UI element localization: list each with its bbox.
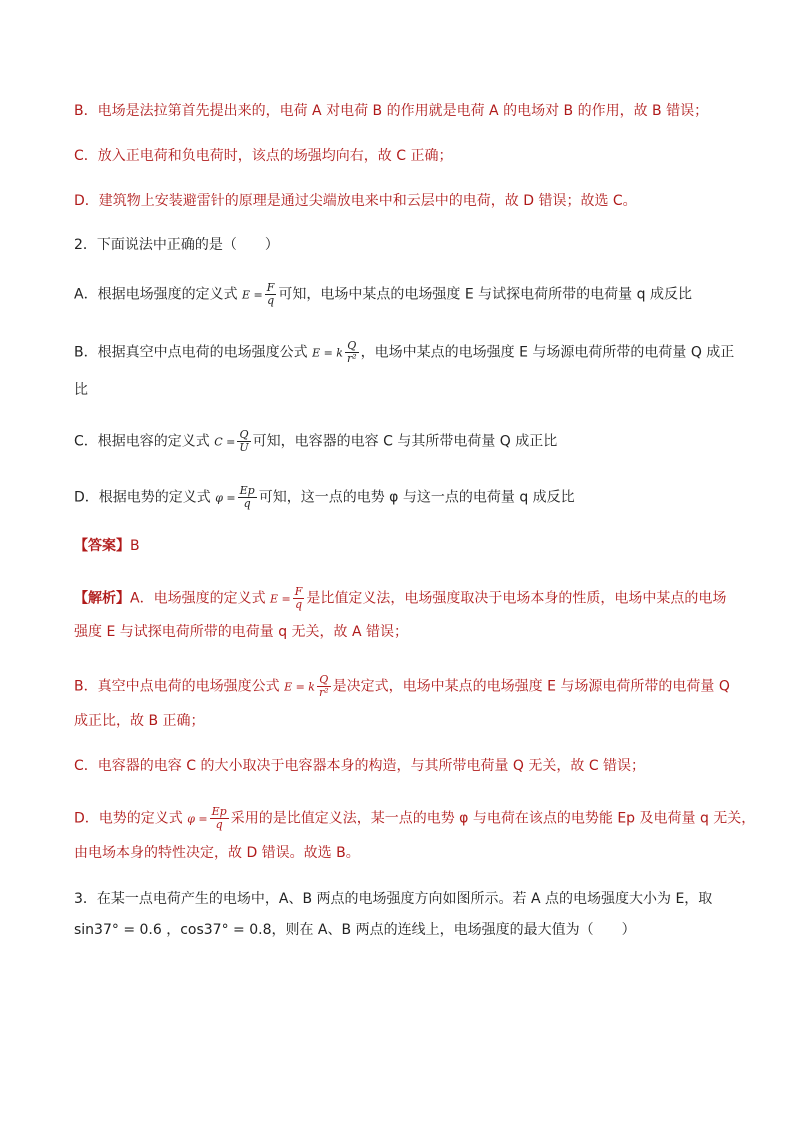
question-2-option-d (74, 485, 728, 510)
denominator: q (295, 598, 303, 611)
numerator: F (294, 585, 303, 598)
question-2-option-b (74, 339, 735, 365)
explanation-b-text: B．真空中点电荷的电场强度公式 (74, 678, 280, 695)
explanation-a-text: A．电场强度的定义式 (130, 590, 266, 607)
explanation-d-text: D．电势的定义式 (74, 810, 183, 827)
answer-line (74, 536, 728, 556)
formula-e-eq-k: E = k (284, 680, 315, 694)
formula-e-eq-k: E = k (312, 346, 343, 360)
explanation-tag: 【解析】 (74, 590, 130, 607)
option-d-explanation: D．建筑物上安装避雷针的原理是通过尖端放电来中和云层中的电荷，故 D 错误；故选 C。 (74, 193, 637, 209)
option-a-text-tail: 可知，电场中某点的电场强度 E 与试探电荷所带的电荷量 q 成反比 (278, 286, 692, 303)
explanation-d-text-tail: 采用的是比值定义法，某一点的电势 φ 与电荷在该点的电势能 Ep 及电荷量 q 无关， (230, 810, 756, 827)
answer-value: B (130, 538, 140, 554)
fraction-f-over-q (265, 282, 277, 307)
explanation-b (74, 674, 728, 699)
option-b-explanation: B．电场是法拉第首先提出来的，电荷 A 对电荷 B 的作用就是电荷 A 的电场对 B 的作用，故 B 错误； (74, 103, 709, 119)
numerator: Q (237, 429, 250, 442)
option-d-text-tail: 可知，这一点的电势 φ 与这一点的电荷量 q 成反比 (258, 489, 575, 506)
fraction-q-over-u (237, 429, 250, 454)
question-3-stem-wrap: sin37° = 0.6 ，cos37° = 0.8，则在 A、B 两点的连线上，电场强度的最大值为（ ） (74, 922, 636, 938)
question-2-option-a (74, 282, 728, 307)
denominator: q (215, 818, 223, 831)
fraction-q-over-r2 (345, 340, 359, 365)
denominator: q (267, 294, 275, 307)
fraction-q-over-r2 (317, 674, 331, 699)
explanation-d-wrap: 由电场本身的特性决定，故 D 错误。故选 B。 (74, 845, 360, 861)
question-2-option-b-wrap: 比 (74, 382, 88, 398)
formula-phi-eq: φ = (187, 812, 208, 826)
fraction-ep-over-q (210, 806, 229, 831)
numerator: Ep (239, 484, 255, 497)
option-b-text-tail: ，电场中某点的电场强度 E 与场源电荷所带的电荷量 Q 成正 (360, 344, 735, 361)
numerator: Q (317, 674, 331, 687)
explanation-a (74, 586, 728, 611)
question-3-stem: 3．在某一点电荷产生的电场中，A、B 两点的电场强度方向如图所示。若 A 点的电场强度大小为 E，取 (74, 891, 713, 907)
option-d-text: D．根据电势的定义式 (74, 489, 211, 506)
explanation-a-text-tail: 是比值定义法，电场强度取决于电场本身的性质，电场中某点的电场 (306, 590, 727, 607)
formula-e-eq: E = (270, 592, 291, 606)
answer-tag: 【答案】 (74, 538, 130, 554)
denominator: U (239, 441, 249, 454)
numerator: F (266, 281, 275, 294)
explanation-d (74, 805, 756, 831)
formula-phi-eq: φ = (215, 491, 236, 505)
option-a-text: A．根据电场强度的定义式 (74, 286, 238, 303)
numerator: Q (345, 340, 359, 353)
option-c-text: C．根据电容的定义式 (74, 433, 210, 450)
option-b-text: B．根据真空中点电荷的电场强度公式 (74, 344, 308, 361)
option-c-text-tail: 可知，电容器的电容 C 与其所带电荷量 Q 成正比 (252, 433, 558, 450)
fraction-f-over-q (293, 586, 305, 611)
question-2-option-c (74, 429, 728, 454)
denominator: r² (318, 686, 329, 699)
explanation-b-text-tail: 是决定式，电场中某点的电场强度 E 与场源电荷所带的电荷量 Q (332, 678, 730, 695)
explanation-b-wrap: 成正比，故 B 正确； (74, 713, 205, 729)
formula-e-eq: E = (242, 288, 263, 302)
explanation-a-wrap: 强度 E 与试探电荷所带的电荷量 q 无关，故 A 错误； (74, 624, 409, 640)
numerator: Ep (211, 805, 227, 818)
option-c-explanation: C．放入正电荷和负电荷时，该点的场强均向右，故 C 正确； (74, 148, 453, 164)
question-2-stem: 2．下面说法中正确的是（ ） (74, 237, 279, 253)
denominator: q (243, 497, 251, 510)
formula-c-eq: C = (214, 435, 236, 449)
denominator: r² (346, 352, 357, 365)
explanation-c: C．电容器的电容 C 的大小取决于电容器本身的构造，与其所带电荷量 Q 无关，故 C 错误； (74, 758, 646, 774)
fraction-ep-over-q (238, 485, 257, 510)
